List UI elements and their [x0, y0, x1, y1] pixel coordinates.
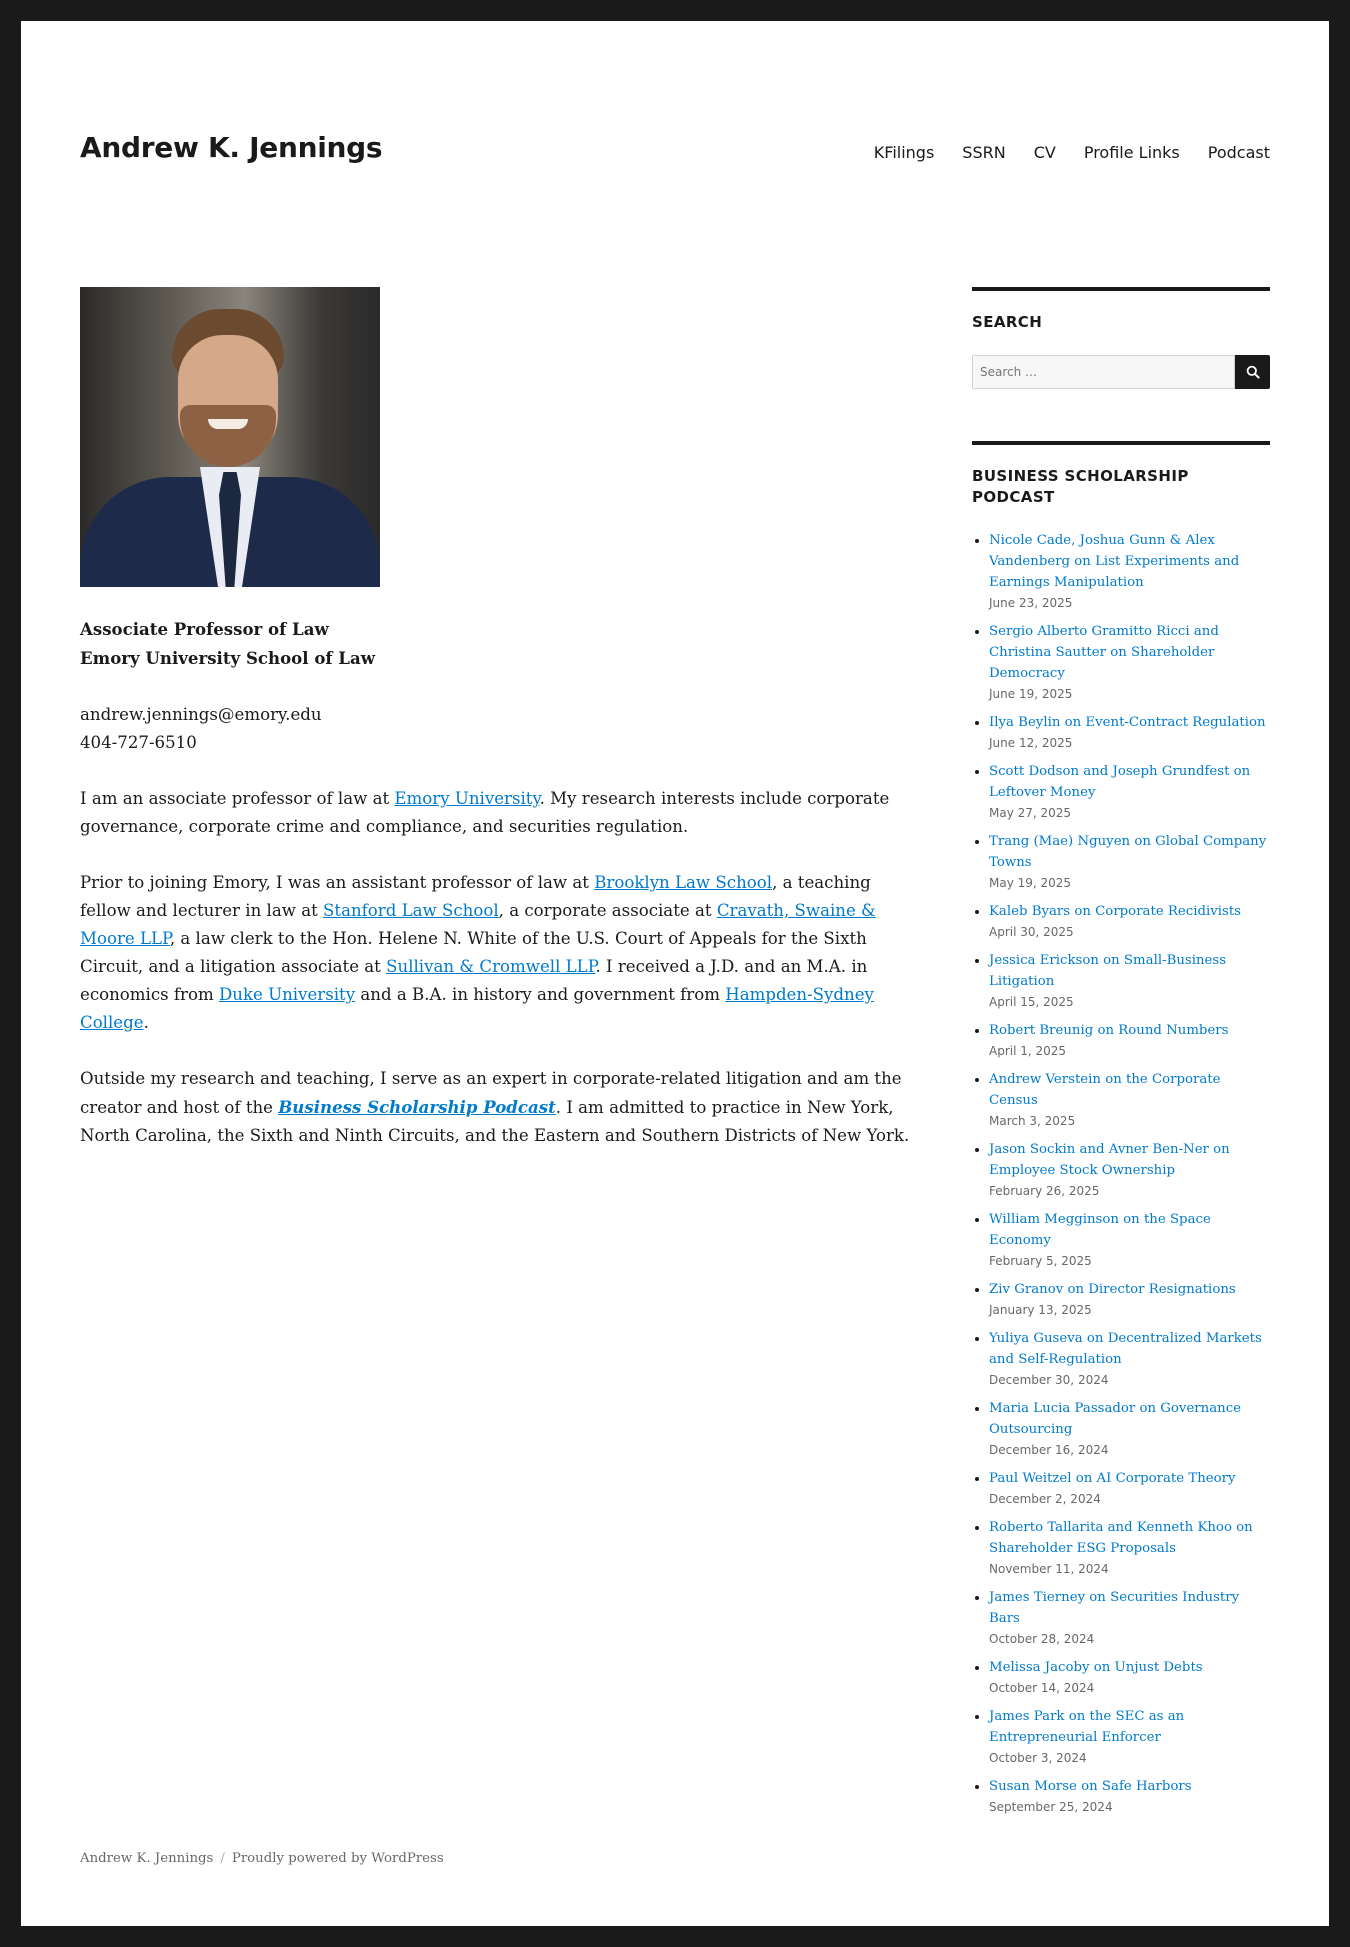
- post-date: October 28, 2024: [989, 1632, 1095, 1646]
- post-date: March 3, 2025: [989, 1114, 1076, 1128]
- list-item: [989, 1706, 1270, 1769]
- podcast-post-link[interactable]: Ilya Beylin on Event-Contract Regulation: [989, 715, 1266, 730]
- list-item: [989, 901, 1270, 943]
- list-item: [989, 1139, 1270, 1202]
- list-item: [989, 712, 1270, 754]
- podcast-post-link[interactable]: Scott Dodson and Joseph Grundfest on Leftover Money: [989, 764, 1251, 800]
- list-item: [989, 1776, 1270, 1818]
- post-date: October 3, 2024: [989, 1751, 1087, 1765]
- emory-university-link[interactable]: Emory University: [394, 789, 540, 808]
- footer-wordpress-link[interactable]: Proudly powered by WordPress: [231, 1851, 444, 1866]
- post-date: December 30, 2024: [989, 1373, 1109, 1387]
- podcast-post-link[interactable]: James Tierney on Securities Industry Bars: [989, 1590, 1240, 1626]
- duke-university-link[interactable]: Duke University: [218, 985, 356, 1004]
- post-date: June 12, 2025: [989, 736, 1073, 750]
- podcast-post-link[interactable]: Nicole Cade, Joshua Gunn & Alex Vandenberg on List Experiments and Earnings Manipulation: [989, 533, 1240, 590]
- phone-text: 404-727-6510: [80, 733, 197, 752]
- list-item: [989, 1468, 1270, 1510]
- post-date: October 14, 2024: [989, 1681, 1095, 1695]
- post-date: November 11, 2024: [989, 1562, 1109, 1576]
- podcast-widget: [972, 441, 1270, 1818]
- search-input[interactable]: [972, 355, 1235, 389]
- nav-item-kfilings[interactable]: KFilings: [873, 143, 935, 162]
- podcast-list: [972, 530, 1270, 1818]
- podcast-post-link[interactable]: Sergio Alberto Gramitto Ricci and Christina Sautter on Shareholder Democracy: [989, 624, 1219, 681]
- list-item: [989, 1657, 1270, 1699]
- institution-title: Emory University School of Law: [80, 648, 376, 668]
- bio-paragraph-1: I am an associate professor of law at Emory University. My research interests include corporate governance, corporate crime and compliance, and securities regulation.: [80, 789, 890, 836]
- post-date: September 25, 2024: [989, 1800, 1113, 1814]
- podcast-post-link[interactable]: Kaleb Byars on Corporate Recidivists: [989, 904, 1242, 919]
- podcast-post-link[interactable]: Yuliya Guseva on Decentralized Markets and Self-Regulation: [989, 1331, 1262, 1367]
- list-item: [989, 1517, 1270, 1580]
- search-form: [972, 355, 1270, 389]
- list-item: [989, 1587, 1270, 1650]
- list-item: [989, 950, 1270, 1013]
- post-date: April 30, 2025: [989, 925, 1074, 939]
- post-date: December 2, 2024: [989, 1492, 1101, 1506]
- nav-item-ssrn[interactable]: SSRN: [962, 143, 1006, 162]
- sidebar: [972, 287, 1270, 1870]
- search-button[interactable]: [1235, 355, 1270, 389]
- site-title[interactable]: Andrew K. Jennings: [80, 131, 383, 164]
- podcast-post-link[interactable]: Paul Weitzel on AI Corporate Theory: [989, 1471, 1236, 1486]
- list-item: [989, 1069, 1270, 1132]
- search-icon: [1246, 365, 1260, 379]
- list-item: [989, 1398, 1270, 1461]
- main-nav: [874, 143, 1270, 162]
- post-date: June 19, 2025: [989, 687, 1073, 701]
- podcast-post-link[interactable]: Ziv Granov on Director Resignations: [989, 1282, 1236, 1297]
- post-date: May 27, 2025: [989, 806, 1072, 820]
- nav-item-profile-links[interactable]: Profile Links: [1083, 143, 1180, 162]
- profile-photo: [80, 287, 380, 587]
- post-date: June 23, 2025: [989, 596, 1073, 610]
- list-item: [989, 530, 1270, 614]
- post-date: April 1, 2025: [989, 1044, 1067, 1058]
- position-title: Associate Professor of Law: [80, 619, 329, 639]
- list-item: [989, 1279, 1270, 1321]
- email-text: andrew.jennings@emory.edu: [80, 705, 322, 724]
- cravath-link[interactable]: Cravath, Swaine & Moore LLP: [80, 901, 876, 948]
- podcast-post-link[interactable]: Maria Lucia Passador on Governance Outsourcing: [989, 1401, 1242, 1437]
- site-footer: [80, 1851, 444, 1866]
- podcast-post-link[interactable]: Melissa Jacoby on Unjust Debts: [989, 1660, 1203, 1675]
- post-date: December 16, 2024: [989, 1443, 1109, 1457]
- post-date: January 13, 2025: [989, 1303, 1092, 1317]
- main-content: [80, 287, 918, 1178]
- list-item: [989, 1020, 1270, 1062]
- podcast-post-link[interactable]: James Park on the SEC as an Entrepreneurial Enforcer: [989, 1709, 1185, 1745]
- podcast-post-link[interactable]: Robert Breunig on Round Numbers: [989, 1023, 1229, 1038]
- podcast-post-link[interactable]: Roberto Tallarita and Kenneth Khoo on Shareholder ESG Proposals: [989, 1520, 1253, 1556]
- bio-paragraph-3: Outside my research and teaching, I serve as an expert in corporate-related litigation and am the creator and host of the Business Scholarship Podcast. I am admitted to practice in New York, North Carolina, the Sixth and Ninth Circuits, and the Eastern and Southern Districts of New York.: [80, 1069, 910, 1145]
- nav-item-cv[interactable]: CV: [1033, 143, 1056, 162]
- search-widget: [972, 287, 1270, 389]
- podcast-post-link[interactable]: William Megginson on the Space Economy: [989, 1212, 1211, 1248]
- post-date: April 15, 2025: [989, 995, 1074, 1009]
- podcast-post-link[interactable]: Jessica Erickson on Small-Business Litigation: [989, 953, 1227, 989]
- footer-separator: /: [220, 1851, 225, 1866]
- post-date: May 19, 2025: [989, 876, 1072, 890]
- list-item: [989, 1328, 1270, 1391]
- podcast-post-link[interactable]: Susan Morse on Safe Harbors: [989, 1779, 1192, 1794]
- bio-paragraph-2: Prior to joining Emory, I was an assistant professor of law at Brooklyn Law School, a teaching fellow and lecturer in law at Stanford Law School, a corporate associate at Cravath, Swaine & Moore LLP, a law clerk to the Hon. Helene N. White of the U.S. Court of Appeals for the Sixth Circuit, and a litigation associate at Sullivan & Cromwell LLP. I received a J.D. and an M.A. in economics from Duke University and a B.A. in history and government from Hampden-Sydney College.: [80, 873, 876, 1032]
- post-date: February 5, 2025: [989, 1254, 1092, 1268]
- brooklyn-law-school-link[interactable]: Brooklyn Law School: [594, 873, 773, 892]
- list-item: [989, 761, 1270, 824]
- list-item: [989, 621, 1270, 705]
- nav-item-podcast[interactable]: Podcast: [1207, 143, 1270, 162]
- podcast-link[interactable]: Business Scholarship Podcast: [278, 1097, 556, 1117]
- podcast-widget-title: BUSINESS SCHOLARSHIP PODCAST: [972, 467, 1189, 506]
- list-item: [989, 1209, 1270, 1272]
- page: [21, 21, 1329, 1926]
- footer-site-link[interactable]: Andrew K. Jennings: [80, 1851, 214, 1866]
- podcast-post-link[interactable]: Andrew Verstein on the Corporate Census: [989, 1072, 1221, 1108]
- post-date: February 26, 2025: [989, 1184, 1100, 1198]
- podcast-post-link[interactable]: Trang (Mae) Nguyen on Global Company Towns: [989, 834, 1267, 870]
- podcast-post-link[interactable]: Jason Sockin and Avner Ben-Ner on Employee Stock Ownership: [989, 1142, 1230, 1178]
- stanford-law-school-link[interactable]: Stanford Law School: [323, 901, 499, 920]
- hampden-sydney-link[interactable]: Hampden-Sydney College: [80, 985, 874, 1032]
- list-item: [989, 831, 1270, 894]
- sullivan-cromwell-link[interactable]: Sullivan & Cromwell LLP: [386, 957, 596, 976]
- search-widget-title: SEARCH: [972, 313, 1043, 331]
